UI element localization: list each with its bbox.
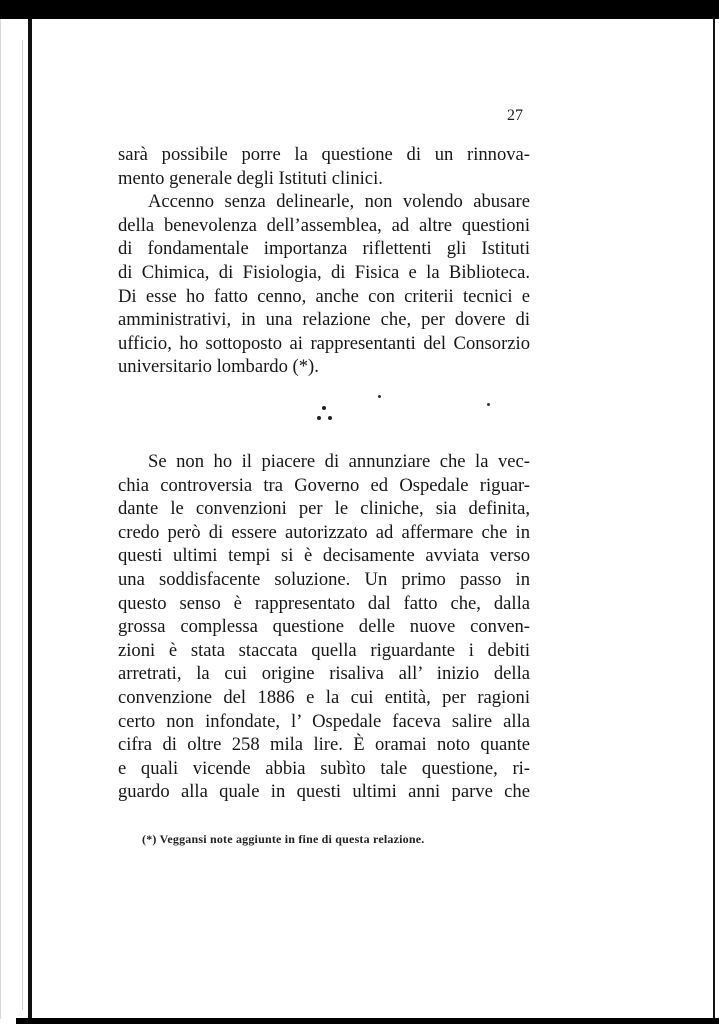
- text-line: amministrativi, in una relazione che, per dovere di: [118, 309, 530, 331]
- text-line: universitario lombardo (*).: [118, 356, 319, 378]
- scan-left-edge: [0, 19, 1, 1019]
- asterism-star: [328, 416, 332, 420]
- text-line: di Chimica, di Fisiologia, di Fisica e la Biblioteca.: [118, 261, 530, 283]
- text-line: certo non infondate, l’ Ospedale faceva salire alla: [118, 710, 530, 732]
- scan-bottom-border: [16, 1018, 719, 1024]
- scan-left-shadow: [22, 40, 23, 1010]
- text-line: dante le convenzioni per le cliniche, sia definita,: [118, 498, 530, 520]
- text-line: sarà possibile porre la questione di un rinnova-: [118, 144, 530, 165]
- footnote: (*) Veggansi note aggiunte in fine di questa relazione.: [142, 832, 425, 846]
- text-line: una soddisfacente soluzione. Un primo passo in: [118, 568, 530, 590]
- text-line: di fondamentale importanza riflettenti gli Istituti: [118, 238, 530, 260]
- asterism-star: [317, 416, 321, 420]
- text-line: e quali vicende abbia subìto tale questione, ri-: [118, 757, 530, 779]
- text-line: chia controversia tra Governo ed Ospedale riguar-: [118, 474, 530, 496]
- text-line: della benevolenza dell’assemblea, ad altre questioni: [118, 214, 530, 236]
- text-line: cifra di oltre 258 mila lire. È oramai noto quante: [118, 734, 530, 756]
- scan-speck: [487, 403, 490, 406]
- text-line: Accenno senza delinearle, non volendo abusare: [148, 191, 530, 213]
- text-line: Di esse ho fatto cenno, anche con criterii tecnici e: [118, 285, 530, 307]
- text-line: guardo alla quale in questi ultimi anni parve che: [118, 781, 530, 803]
- scan-left-border: [28, 19, 32, 1019]
- text-line: zioni è stata staccata quella riguardante i debiti: [118, 639, 530, 661]
- text-line: credo però di essere autorizzato ad affermare che in: [118, 521, 530, 543]
- scan-top-border: [0, 0, 719, 19]
- scan-right-border: [713, 17, 715, 1019]
- text-line: arretrati, la cui origine risaliva all’ inizio della: [118, 663, 530, 685]
- text-line: questo senso è rappresentato dal fatto che, dalla: [118, 592, 530, 614]
- text-line: ufficio, ho sottoposto ai rappresentanti del Consorzio: [118, 332, 530, 354]
- asterism-section-divider: [316, 404, 332, 424]
- scan-speck: [378, 395, 381, 398]
- text-line: convenzione del 1886 e la cui entità, per ragioni: [118, 686, 530, 708]
- text-line: mento generale degli Istituti clinici.: [118, 167, 383, 189]
- text-section-1: [118, 143, 530, 379]
- text-line: questi ultimi tempi si è decisamente avviata verso: [118, 545, 530, 567]
- asterism-star: [322, 406, 326, 410]
- page-number: 27: [507, 107, 523, 124]
- text-line: Se non ho il piacere di annunziare che la vec-: [148, 451, 530, 472]
- text-line: grossa complessa questione delle nuove conven-: [118, 616, 530, 638]
- text-section-2: [118, 450, 530, 804]
